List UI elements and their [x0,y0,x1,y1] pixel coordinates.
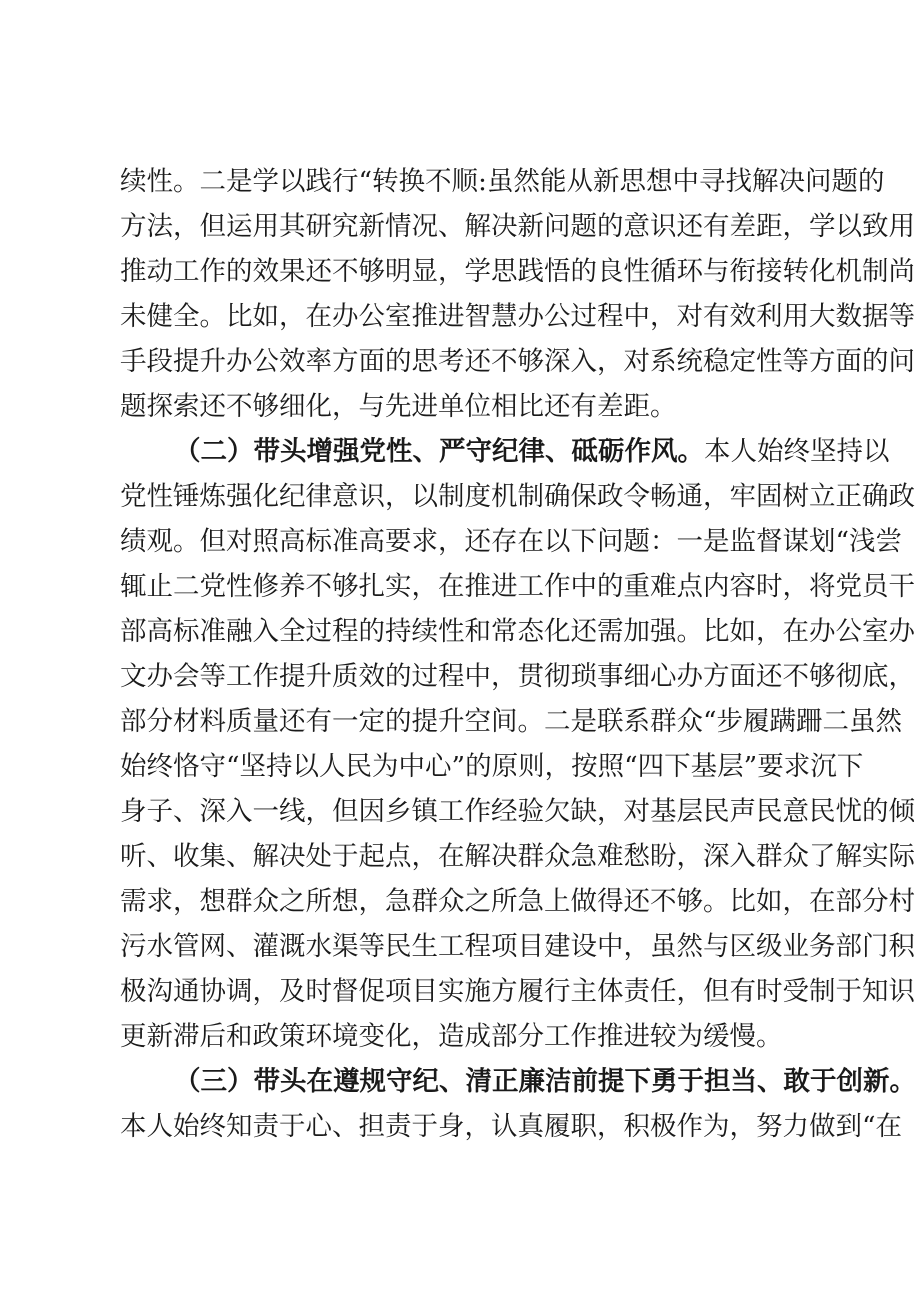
text-line: 听、收集、解决处于起点，在解决群众急难愁盼，深入群众了解实际 [120,841,915,872]
section-heading-continuation: 本人始终坚持以 [704,436,890,467]
section-heading-line [174,432,890,472]
text-line: 题探索还不够细化，与先进单位相比还有差距。 [120,391,677,422]
text-line: 部分材料质量还有一定的提升空间。二是联系群众“步履蹒跚二虽然 [120,706,903,737]
text-line: 辄止二党性修养不够扎实，在推进工作中的重难点内容时，将党员干 [120,571,915,602]
text-line: 身子、深入一线，但因乡镇工作经验欠缺，对基层民声民意民忧的倾 [120,796,915,827]
text-line: 绩观。但对照高标准高要求，还存在以下问题：一是监督谋划“浅尝 [120,526,903,557]
text-line: 本人始终知责于心、担责于身，认真履职，积极作为，努力做到“在 [120,1111,903,1142]
text-line: 需求，想群众之所想，急群众之所急上做得还不够。比如，在部分村 [120,886,915,917]
text-line: 文办会等工作提升质效的过程中，贯彻琐事细心办方面还不够彻底， [120,661,915,692]
text-line: 污水管网、灌溉水渠等民生工程项目建设中，虽然与区级业务部门积 [120,931,915,962]
text-line: 续性。二是学以践行“转换不顺:虽然能从新思想中寻找解决问题的 [120,166,885,197]
text-line: 党性锤炼强化纪律意识，以制度机制确保政令畅通，牢固树立正确政 [120,481,915,512]
text-line: 更新滞后和政策环境变化，造成部分工作推进较为缓慢。 [120,1021,783,1052]
text-line: 极沟通协调，及时督促项目实施方履行主体责任，但有时受制于知识 [120,976,915,1007]
text-line: 始终恪守“坚持以人民为中心”的原则，按照“四下基层”要求沉下 [120,751,864,782]
text-line: 推动工作的效果还不够明显，学思践悟的良性循环与衔接转化机制尚 [120,256,915,287]
section-heading-line [174,1062,916,1102]
section-heading: （二）带头增强党性、严守纪律、砥砺作风。 [174,436,704,467]
text-line: 方法，但运用其研究新情况、解决新问题的意识还有差距，学以致用 [120,211,915,242]
text-line: 手段提升办公效率方面的思考还不够深入，对系统稳定性等方面的问 [120,346,915,377]
text-line: 未健全。比如，在办公室推进智慧办公过程中，对有效利用大数据等 [120,301,915,332]
section-heading: （三）带头在遵规守纪、清正廉洁前提下勇于担当、敢于创新。 [174,1066,916,1097]
text-line: 部高标准融入全过程的持续性和常态化还需加强。比如，在办公室办 [120,616,915,647]
